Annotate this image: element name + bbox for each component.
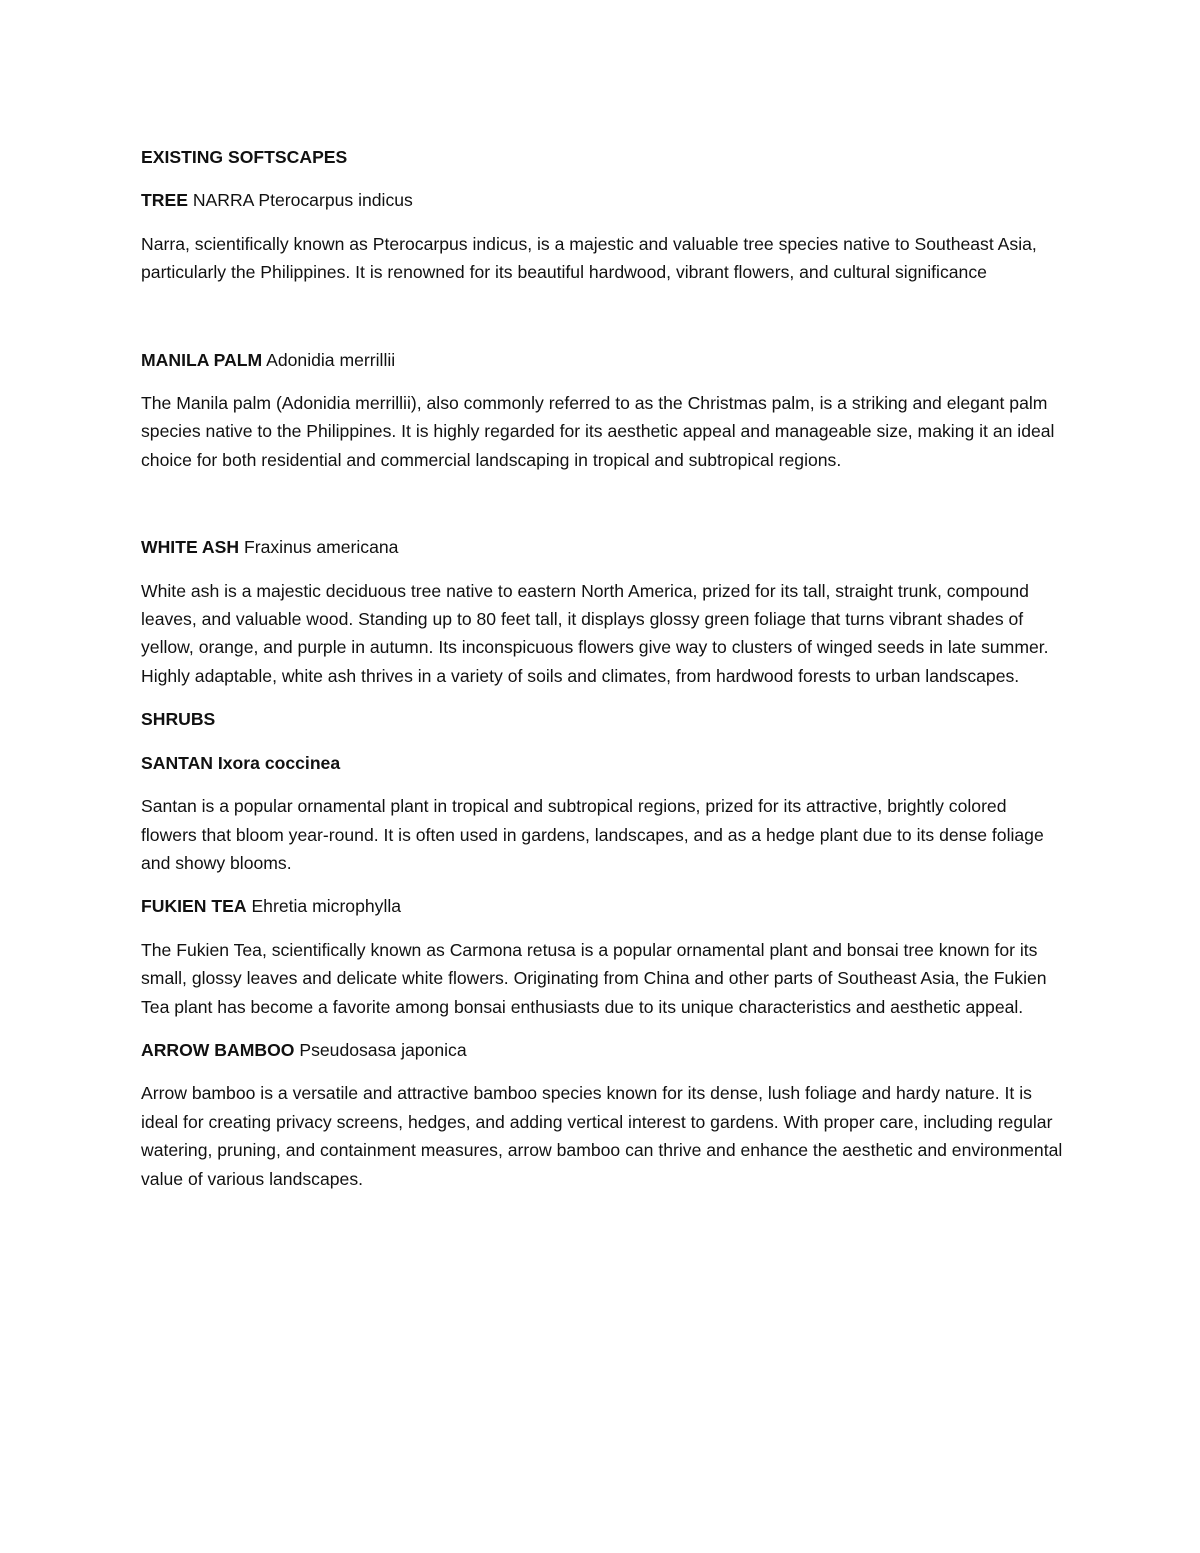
plant-description-santan: Santan is a popular ornamental plant in tropical and subtropical regions, prized for its attractive, brightly colored flowers that bloom year-round. It is often used in gardens, landscapes, and as a hedge plant due to its dense foliage and showy blooms.: [141, 796, 1044, 873]
spacer: [141, 489, 1066, 533]
plant-description-arrow-bamboo: Arrow bamboo is a versatile and attractive bamboo species known for its dense, lush foliage and hardy nature. It is ideal for creating privacy screens, hedges, and adding vertical interest to gardens. With proper care, including regular watering, pruning, and containment measures, arrow bamboo can thrive and enhance the aesthetic and environmental value of various landscapes.: [141, 1083, 1063, 1189]
plant-category-label: TREE: [141, 190, 188, 211]
plant-title-manila-palm: [141, 346, 1066, 374]
plant-title-white-ash: [141, 533, 1066, 561]
plant-scientific-name: Adonidia merrillii: [262, 349, 396, 370]
plant-title-fukien-tea: [141, 892, 1066, 920]
plant-title-arrow-bamboo: [141, 1036, 1066, 1064]
spacer: [141, 302, 1066, 346]
plant-scientific-name: Pseudosasa japonica: [294, 1039, 467, 1060]
plant-common-name: SANTAN Ixora coccinea: [141, 752, 341, 773]
document-heading: EXISTING SOFTSCAPES: [141, 147, 348, 167]
plant-description-manila-palm: The Manila palm (Adonidia merrillii), also commonly referred to as the Christmas palm, is a striking and elegant palm species native to the Philippines. It is highly regarded for its aesthetic appeal and manageable size, making it an ideal choice for both residential and commercial landscaping in tropical and subtropical regions.: [141, 393, 1055, 470]
document-body: [141, 143, 1066, 1208]
plant-common-name: FUKIEN TEA: [141, 896, 247, 917]
shrubs-heading: SHRUBS: [141, 709, 216, 730]
plant-scientific-name: NARRA Pterocarpus indicus: [187, 190, 413, 211]
plant-scientific-name: Fraxinus americana: [239, 537, 399, 558]
plant-title-narra: [141, 186, 1066, 214]
plant-description-white-ash: White ash is a majestic deciduous tree native to eastern North America, prized for its tall, straight trunk, compound leaves, and valuable wood. Standing up to 80 feet tall, it displays glossy green foliage that turns vibrant shades of yellow, orange, and purple in autumn. Its inconspicuous flowers give way to clusters of winged seeds in late summer. Highly adaptable, white ash thrives in a variety of soils and climates, from hardwood forests to urban landscapes.: [141, 580, 1049, 686]
plant-common-name: ARROW BAMBOO: [141, 1039, 295, 1060]
plant-description-fukien-tea: The Fukien Tea, scientifically known as Carmona retusa is a popular ornamental plant and bonsai tree known for its small, glossy leaves and delicate white flowers. Originating from China and other parts of Southeast Asia, the Fukien Tea plant has become a favorite among bonsai enthusiasts due to its unique characteristics and aesthetic appeal.: [141, 939, 1047, 1017]
plant-scientific-name: Ehretia microphylla: [246, 896, 402, 917]
plant-description-narra: Narra, scientifically known as Pterocarpus indicus, is a majestic and valuable tree species native to Southeast Asia, particularly the Philippines. It is renowned for its beautiful hardwood, vibrant flowers, and cultural significance: [141, 233, 1037, 283]
plant-common-name: MANILA PALM: [141, 349, 263, 370]
plant-title-santan: [141, 749, 1066, 777]
plant-common-name: WHITE ASH: [141, 537, 240, 558]
